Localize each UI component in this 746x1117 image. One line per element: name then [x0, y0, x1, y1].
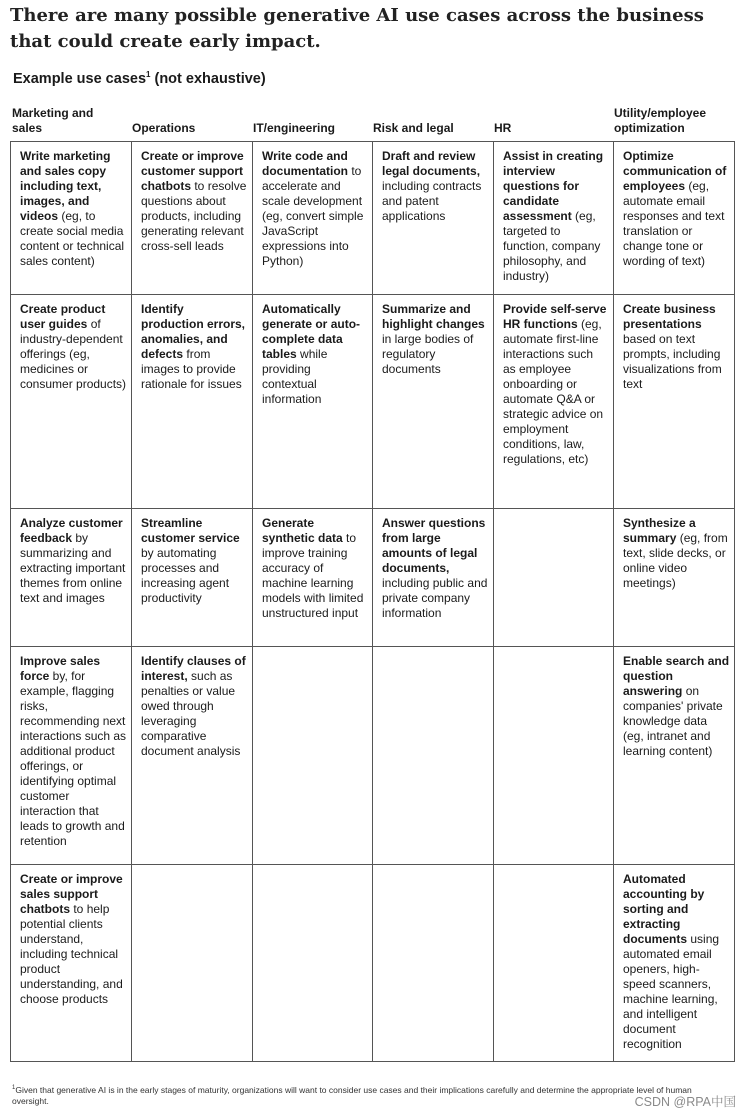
use-case-detail: to accelerate and scale development (eg, convert simple JavaScript expressions into Python)	[262, 164, 364, 268]
subtitle-text: Example use cases	[13, 71, 147, 87]
use-case-detail: from images to provide rationale for issues	[141, 347, 242, 391]
use-case-title: Automated accounting by sorting and extracting documents	[623, 872, 705, 946]
use-case-title: Create business presentations	[623, 302, 716, 331]
use-case-detail: including contracts and patent applications	[382, 179, 482, 223]
subtitle-suffix: (not exhaustive)	[150, 71, 266, 87]
table-row	[11, 647, 735, 865]
use-case-detail: (eg, to create social media content or technical sales content)	[20, 209, 125, 268]
use-case-title: Write code and documentation	[262, 149, 348, 178]
use-case-cell-hr	[494, 865, 614, 1062]
use-case-title: Create product user guides	[20, 302, 106, 331]
use-case-title: Enable search and question answering	[623, 654, 730, 698]
use-case-cell-operations	[132, 509, 253, 647]
use-case-cell-risk-legal	[373, 295, 494, 509]
watermark: CSDN @RPA中国	[634, 1095, 736, 1109]
footnote-marker: 1	[146, 70, 151, 79]
use-case-cell-hr	[494, 509, 614, 647]
use-case-title: Create or improve customer support chatbots	[141, 149, 244, 193]
use-case-cell-operations	[132, 295, 253, 509]
use-case-title: Automatically generate or auto-complete data tables	[262, 302, 361, 361]
use-case-cell-it-engineering	[253, 647, 373, 865]
use-case-title: Synthesize a summary	[623, 516, 696, 545]
use-case-title: Answer questions from large amounts of legal documents,	[382, 516, 486, 575]
use-case-detail: (eg, targeted to function, company philosophy, and industry)	[503, 209, 601, 283]
use-case-cell-risk-legal	[373, 142, 494, 295]
use-case-cell-marketing	[11, 142, 132, 295]
use-case-title: Draft and review legal documents,	[382, 149, 481, 178]
use-case-title: Identify production errors, anomalies, and defects	[141, 302, 246, 361]
column-header-operations: Operations	[132, 121, 196, 135]
use-case-cell-marketing	[11, 865, 132, 1062]
use-cases-table	[10, 141, 735, 1062]
column-header-utility: Utility/employee optimization	[614, 106, 707, 135]
column-headers	[0, 104, 746, 136]
use-case-cell-utility	[614, 865, 735, 1062]
use-case-cell-risk-legal	[373, 509, 494, 647]
use-case-detail: based on text prompts, including visualizations from text	[623, 332, 722, 391]
footnote-text: Given that generative AI is in the early stages of maturity, organizations will want to consider use cases and their implications carefully and determine the appropriate level of human oversight.	[12, 1084, 692, 1106]
use-case-cell-risk-legal	[373, 865, 494, 1062]
use-case-detail: (eg, automate email responses and text translation or change tone or wording of text)	[623, 179, 725, 268]
footnote	[12, 1083, 712, 1107]
use-case-cell-marketing	[11, 647, 132, 865]
use-case-cell-marketing	[11, 509, 132, 647]
use-case-detail: in large bodies of regulatory documents	[382, 332, 474, 376]
column-header-risk-legal: Risk and legal	[373, 121, 454, 135]
use-case-title: Write marketing and sales copy including text, images, and videos	[20, 149, 111, 223]
use-case-detail: including public and private company information	[382, 576, 488, 620]
table-row	[11, 509, 735, 647]
use-case-title: Analyze customer feedback	[20, 516, 123, 545]
table-row	[11, 142, 735, 295]
use-case-title: Summarize and highlight changes	[382, 302, 485, 331]
table-row	[11, 865, 735, 1062]
use-case-cell-marketing	[11, 295, 132, 509]
use-case-title: Create or improve sales support chatbots	[20, 872, 123, 916]
use-case-detail: on companies' private knowledge data (eg, intranet and learning content)	[623, 684, 723, 758]
column-header-hr: HR	[494, 121, 512, 135]
use-case-cell-utility	[614, 509, 735, 647]
use-case-cell-it-engineering	[253, 865, 373, 1062]
use-case-title: Streamline customer service	[141, 516, 240, 545]
use-case-cell-risk-legal	[373, 647, 494, 865]
use-case-title: Generate synthetic data	[262, 516, 343, 545]
use-case-cell-utility	[614, 647, 735, 865]
column-header-marketing: Marketing and sales	[12, 106, 94, 135]
use-case-title: Provide self-serve HR functions	[503, 302, 607, 331]
column-header-it-engineering: IT/engineering	[253, 121, 336, 135]
table-subtitle	[13, 70, 266, 87]
use-case-detail: such as penalties or value owed through leveraging comparative document analysis	[141, 669, 241, 758]
use-case-cell-hr	[494, 647, 614, 865]
use-case-detail: to improve training accuracy of machine learning models with limited unstructured input	[262, 531, 364, 620]
use-case-cell-operations	[132, 865, 253, 1062]
use-case-detail: of industry-dependent offerings (eg, medicines or consumer products)	[20, 317, 127, 391]
use-case-detail: (eg, from text, slide decks, or online video meetings)	[623, 531, 728, 590]
use-case-cell-it-engineering	[253, 509, 373, 647]
page-title: There are many possible generative AI use cases across the business that could create early impact.	[10, 5, 704, 52]
use-case-detail: (eg, automate first-line interactions such as employee onboarding or automate Q&A or strategic advice on employment conditions, law, regulations, etc)	[503, 317, 604, 466]
table-row	[11, 295, 735, 509]
use-case-cell-operations	[132, 142, 253, 295]
use-case-detail: by, for example, flagging risks, recommending next interactions such as additional product offerings, or identifying optimal customer interaction that leads to growth and retention	[20, 669, 127, 848]
use-case-detail: to help potential clients understand, including technical product understanding, and choose products	[20, 902, 123, 1006]
use-case-cell-hr	[494, 295, 614, 509]
use-case-detail: to resolve questions about products, including generating relevant cross-sell leads	[141, 179, 247, 253]
use-case-title: Improve sales force	[20, 654, 101, 683]
use-case-cell-operations	[132, 647, 253, 865]
use-case-title: Optimize communication of employees	[623, 149, 727, 193]
use-case-detail: by automating processes and increasing agent productivity	[141, 546, 230, 605]
use-case-cell-utility	[614, 142, 735, 295]
use-case-cell-it-engineering	[253, 142, 373, 295]
use-case-title: Identify clauses of interest,	[141, 654, 246, 683]
use-case-cell-it-engineering	[253, 295, 373, 509]
footnote-number: 1	[12, 1085, 16, 1091]
use-case-cell-utility	[614, 295, 735, 509]
use-case-title: Assist in creating interview questions for candidate assessment	[503, 149, 604, 223]
use-case-detail: while providing contextual information	[262, 347, 328, 406]
use-case-detail: using automated email openers, high-speed scanners, machine learning, and intelligent document recognition	[623, 932, 720, 1051]
use-case-detail: by summarizing and extracting important themes from online text and images	[20, 531, 126, 605]
use-case-cell-hr	[494, 142, 614, 295]
